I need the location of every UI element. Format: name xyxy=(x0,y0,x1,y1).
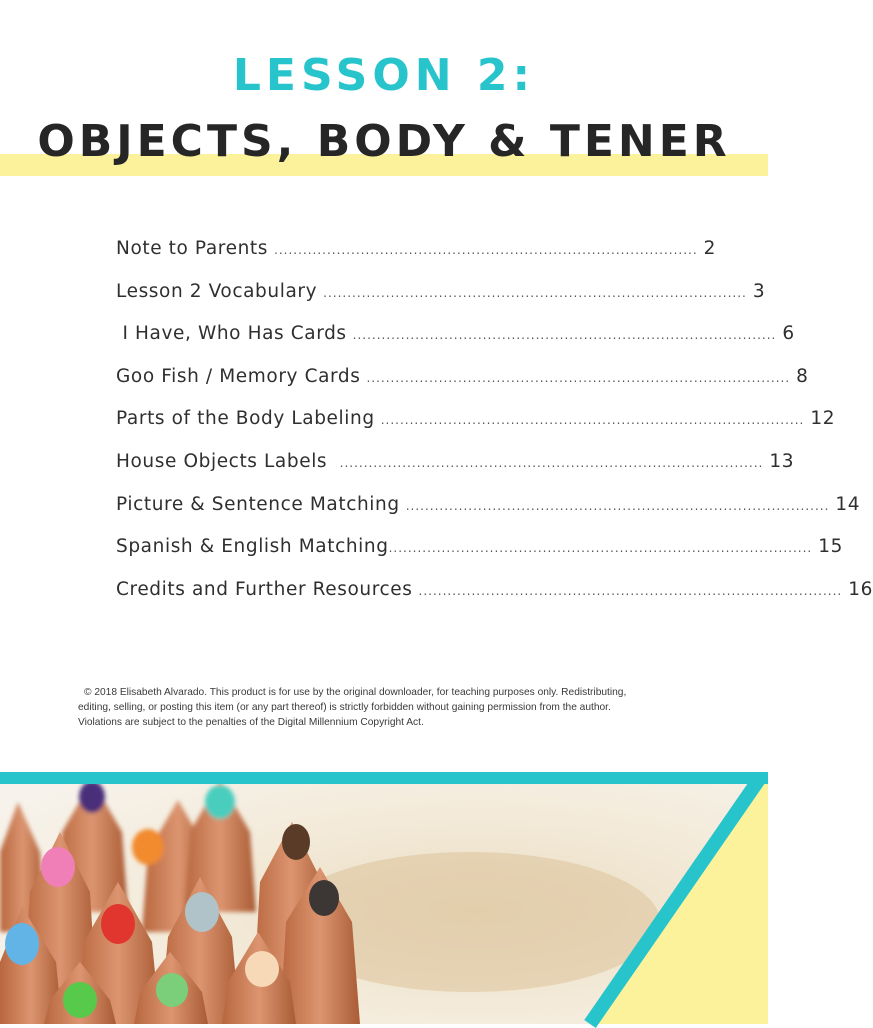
toc-leader-dots: ........................................................................................ xyxy=(352,328,777,343)
toc-item-label: Spanish & English Matching xyxy=(116,536,389,558)
copyright-line: editing, selling, or posting this item (or any part thereof) is strictly forbidden without gaining permission from the author. xyxy=(78,702,611,713)
title-area xyxy=(0,0,768,200)
toc-leader-dots: ........................................................................................ xyxy=(339,455,764,470)
toc-item-page: 13 xyxy=(769,450,795,472)
toc-item-page: 3 xyxy=(752,280,766,302)
toc-item-label: Parts of the Body Labeling xyxy=(116,408,375,430)
colored-pencils-illustration xyxy=(0,772,768,1024)
toc-leader-dots: ........................................................................................ xyxy=(418,583,843,598)
toc-item-page: 14 xyxy=(835,493,861,515)
toc-leader-dots: ........................................................................................ xyxy=(380,413,805,428)
toc-item-lesson-2-vocabulary[interactable] xyxy=(116,280,766,324)
toc-item-page: 2 xyxy=(703,238,717,259)
toc-item-spanish-english-matching[interactable] xyxy=(116,536,843,579)
toc-item-label: I Have, Who Has Cards xyxy=(116,323,347,345)
toc-item-label: Credits and Further Resources xyxy=(116,578,413,600)
toc-item-page: 6 xyxy=(782,323,795,345)
copyright-line: Violations are subject to the penalties of the Digital Millennium Copyright Act. xyxy=(78,717,424,728)
toc-item-parts-of-the-body-labeling[interactable] xyxy=(116,408,836,451)
table-of-contents xyxy=(116,238,873,621)
toc-item-label: Lesson 2 Vocabulary xyxy=(116,280,318,302)
lesson-topic-title: OBJECTS, BODY & TENER xyxy=(37,116,731,167)
toc-leader-dots: ........................................................................................ xyxy=(366,370,791,385)
toc-item-label: Picture & Sentence Matching xyxy=(116,493,400,515)
toc-item-credits-further-resources[interactable] xyxy=(116,578,873,622)
toc-item-page: 15 xyxy=(818,536,843,558)
teal-top-stripe xyxy=(0,772,768,784)
lesson-number-title: LESSON 2: xyxy=(232,50,536,101)
toc-leader-dots: ........................................................................................ xyxy=(388,541,813,556)
toc-item-label: House Objects Labels xyxy=(116,450,334,472)
toc-item-note-to-parents[interactable] xyxy=(116,238,717,281)
toc-item-goo-fish-memory-cards[interactable] xyxy=(116,365,809,409)
toc-item-page: 8 xyxy=(796,365,809,387)
toc-item-label: Goo Fish / Memory Cards xyxy=(116,365,361,387)
toc-item-i-have-who-has-cards[interactable] xyxy=(116,323,795,366)
copyright-line: © 2018 Elisabeth Alvarado. This product is for use by the original downloader, for teaching purposes only. Redistributing, xyxy=(84,687,627,698)
copyright-notice xyxy=(78,685,694,730)
toc-leader-dots: ........................................................................................ xyxy=(323,285,747,300)
toc-leader-dots: ........................................................................................ xyxy=(405,498,830,513)
toc-item-page: 16 xyxy=(848,578,873,600)
colored-pencils-photo xyxy=(0,772,768,1024)
toc-item-house-objects-labels[interactable] xyxy=(116,450,795,494)
toc-leader-dots: ........................................................................................ xyxy=(274,243,698,257)
toc-item-picture-sentence-matching[interactable] xyxy=(116,493,861,537)
toc-item-page: 12 xyxy=(810,408,836,430)
toc-item-label: Note to Parents xyxy=(116,238,268,259)
